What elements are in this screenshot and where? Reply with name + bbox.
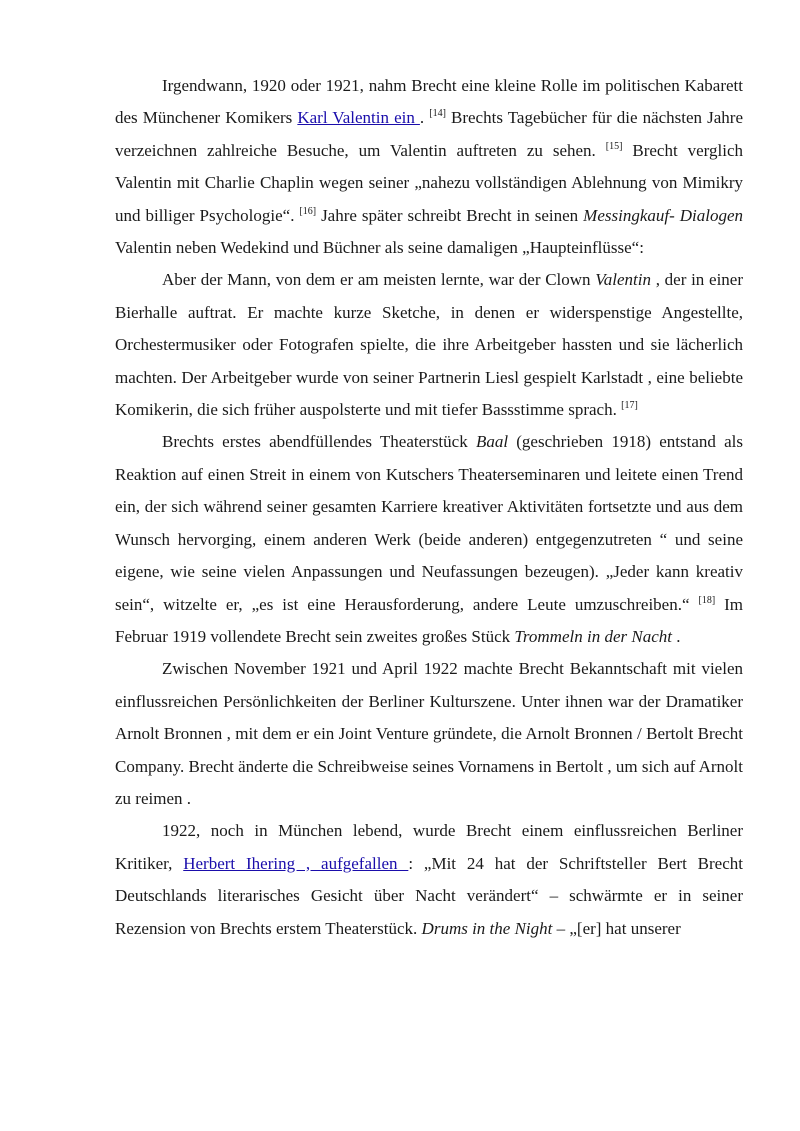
document-body xyxy=(115,70,743,945)
text-run: Zwischen November 1921 und April 1922 machte Brecht Bekanntschaft mit vielen einflussreichen Persönlichkeiten der Berliner Kulturszene. Unter ihnen war der Dramatiker Arnolt Bronnen , mit dem er ein Joint Venture gründete, die Arnolt Bronnen / Bertolt Brecht Company. Brecht änderte die Schreibweise seines Vornamens in Bertolt , um sich auf Arnolt zu reimen . xyxy=(115,659,743,808)
link-karl-valentin[interactable]: Karl Valentin ein xyxy=(297,108,420,128)
paragraph xyxy=(115,815,743,945)
text-run: : „Mit 24 hat der Schriftsteller Bert Brecht Deutschlands literarisches Gesicht über Nacht verändert“ – schwärmte er in seiner Rezension von Brechts erstem Theaterstück. xyxy=(115,853,743,938)
text-run: Im Februar 1919 vollendete Brecht sein zweites großes Stück xyxy=(115,594,743,646)
italic-text: Valentin xyxy=(595,270,651,290)
text-run: Jahre später schreibt Brecht in seinen xyxy=(316,205,584,225)
italic-text: Messingkauf- Dialogen xyxy=(583,205,743,225)
footnote-ref: [16] xyxy=(299,205,317,217)
text-run: Brecht verglich Valentin mit Charlie Chaplin wegen seiner „nahezu vollständigen Ablehnung von Mimikry und billiger Psychologie“. xyxy=(115,140,743,225)
text-run: Brechts Tagebücher für die nächsten Jahre verzeichnen zahlreiche Besuche, um Valentin auftreten zu sehen. xyxy=(115,108,743,160)
paragraph xyxy=(115,426,743,653)
paragraph xyxy=(115,653,743,815)
text-run: 1922, noch in München lebend, wurde Brecht einem einflussreichen Berliner Kritiker, xyxy=(115,821,743,873)
text-run: Aber der Mann, von dem er am meisten lernte, war der Clown xyxy=(162,270,596,290)
paragraph xyxy=(115,264,743,426)
text-run: . xyxy=(419,108,430,128)
footnote-ref: [18] xyxy=(698,594,716,606)
text-run: Valentin neben Wedekind und Büchner als seine damaligen „Haupteinflüsse“: xyxy=(115,238,644,258)
text-run: Brechts erstes abendfüllendes Theaterstück xyxy=(162,432,476,452)
italic-text: Trommeln in der Nacht xyxy=(514,626,672,646)
italic-text: Drums in the Night xyxy=(421,918,553,938)
text-run: . xyxy=(671,626,681,646)
paragraph xyxy=(115,70,743,264)
text-run: Irgendwann, 1920 oder 1921, nahm Brecht eine kleine Rolle im politischen Kabarett des Münchener Komikers xyxy=(115,76,743,128)
italic-text: Baal xyxy=(475,432,509,452)
footnote-ref: [15] xyxy=(605,140,623,152)
footnote-ref: [17] xyxy=(621,400,638,412)
footnote-ref: [14] xyxy=(429,108,446,120)
text-run: (geschrieben 1918) entstand als Reaktion auf einen Streit in einem von Kutschers Theaterseminaren und leitete einen Trend ein, der sich während seiner gesamten Karriere kreativer Aktivitäten fortsetzte und aus dem Wunsch hervorging, einem anderen Werk (beide anderen) entgegenzutreten “ und seine eigene, wie seine vielen Anpassungen und Neufassungen bezeugen). „Jeder kann kreativ sein“, witzelte er, „es ist eine Herausforderung, andere Leute umzuschreiben.“ xyxy=(115,432,743,614)
text-run: , der in einer Bierhalle auftrat. Er machte kurze Sketche, in denen er widerspenstige Angestellte, Orchestermusiker oder Fotografen spielte, die ihre Arbeitgeber hassten und sie lächerlich machten. Der Arbeitgeber wurde von seiner Partnerin Liesl gespielt Karlstadt , eine beliebte Komikerin, die sich früher auspolsterte und mit tiefer Bassstimme sprach. xyxy=(115,270,743,420)
link-herbert-ihering[interactable]: Herbert Ihering , aufgefallen xyxy=(183,853,409,873)
text-run: – „[er] hat unserer xyxy=(552,918,681,938)
